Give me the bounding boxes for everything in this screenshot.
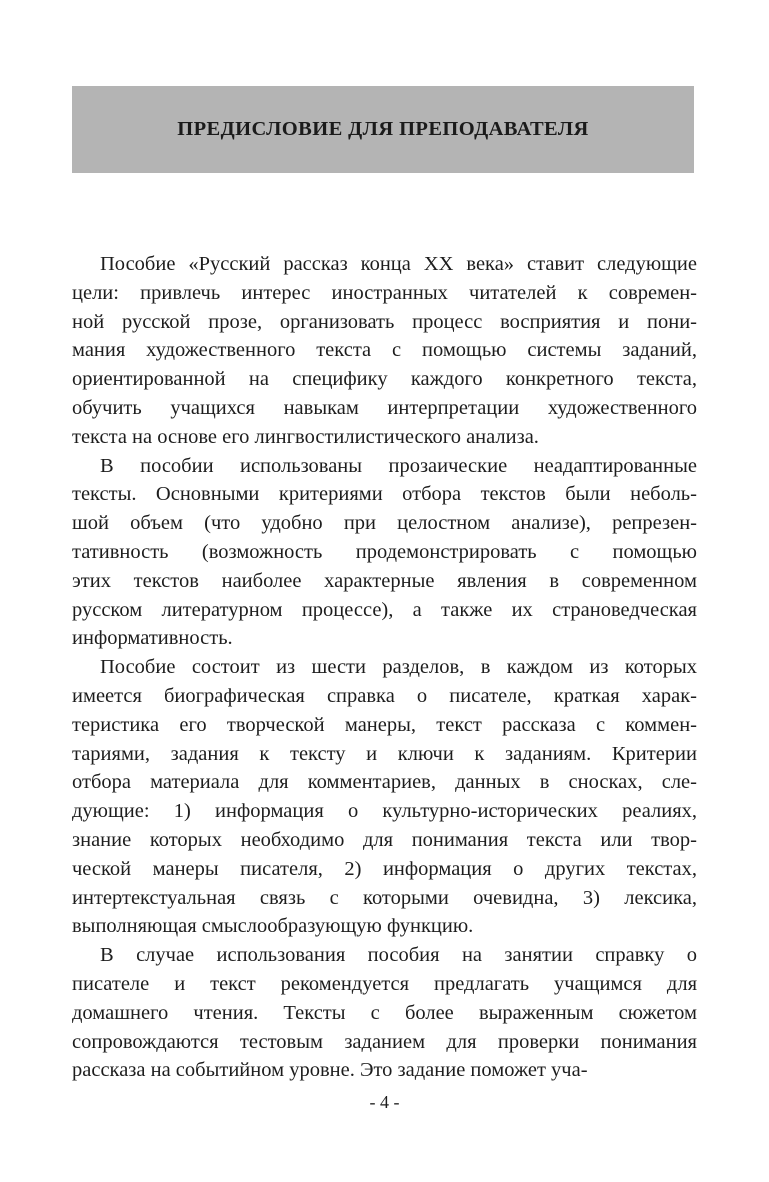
- text-line: текста на основе его лингвостилистического анализа.: [72, 425, 539, 448]
- text-line: информативность.: [72, 627, 233, 650]
- page-number: - 4 -: [369, 1092, 400, 1112]
- paragraph: [72, 250, 697, 452]
- page-footer: [0, 1092, 769, 1113]
- text-line: тативность (возможность продемонстрировать с помощью: [72, 540, 697, 563]
- text-line: Пособие состоит из шести разделов, в каждом из которых: [100, 656, 697, 679]
- text-line: домашнего чтения. Тексты с более выраженным сюжетом: [72, 1001, 697, 1024]
- text-line: интертекстуальная связь с которыми очевидна, 3) лексика,: [72, 886, 697, 909]
- text-line: мания художественного текста с помощью системы заданий,: [72, 339, 697, 362]
- text-line: выполняющая смыслообразующую функцию.: [72, 915, 474, 938]
- text-line: сопровождаются тестовым заданием для проверки понимания: [72, 1030, 697, 1053]
- text-line: писателе и текст рекомендуется предлагать учащимся для: [72, 972, 697, 995]
- text-line: имеется биографическая справка о писателе, краткая харак-: [72, 684, 697, 707]
- text-line: ной русской прозе, организовать процесс восприятия и пони-: [72, 310, 697, 333]
- text-line: тариями, задания к тексту и ключи к заданиям. Критерии: [72, 742, 697, 765]
- text-line: дующие: 1) информация о культурно-исторических реалиях,: [72, 800, 697, 823]
- paragraph: [72, 941, 697, 1085]
- text-line: этих текстов наиболее характерные явления в современном: [72, 569, 697, 592]
- text-line: рассказа на событийном уровне. Это задание поможет уча-: [72, 1059, 588, 1082]
- text-line: тексты. Основными критериями отбора текстов были неболь-: [72, 483, 697, 506]
- chapter-title: ПРЕДИСЛОВИЕ ДЛЯ ПРЕПОДАВАТЕЛЯ: [177, 118, 589, 140]
- text-line: теристика его творческой манеры, текст рассказа с коммен-: [72, 713, 697, 736]
- text-line: В случае использования пособия на занятии справку о: [100, 944, 697, 967]
- text-line: обучить учащихся навыкам интерпретации художественного: [72, 396, 697, 419]
- paragraph: [72, 653, 697, 941]
- text-line: отбора материала для комментариев, данных в сносках, сле-: [72, 771, 697, 794]
- text-line: знание которых необходимо для понимания текста или твор-: [72, 828, 697, 851]
- text-line: ческой манеры писателя, 2) информация о других текстах,: [72, 857, 697, 880]
- text-line: ориентированной на специфику каждого конкретного текста,: [72, 368, 697, 391]
- text-line: шой объем (что удобно при целостном анализе), репрезен-: [72, 512, 697, 535]
- text-line: Пособие «Русский рассказ конца XX века» ставит следующие: [100, 253, 697, 275]
- text-line: русском литературном процессе), а также их страноведческая: [72, 598, 697, 621]
- paragraph: [72, 452, 697, 654]
- text-line: В пособии использованы прозаические неадаптированные: [100, 454, 697, 477]
- chapter-header: [72, 86, 694, 173]
- text-line: цели: привлечь интерес иностранных читателей к современ-: [72, 281, 697, 304]
- preface-body: [72, 250, 697, 1085]
